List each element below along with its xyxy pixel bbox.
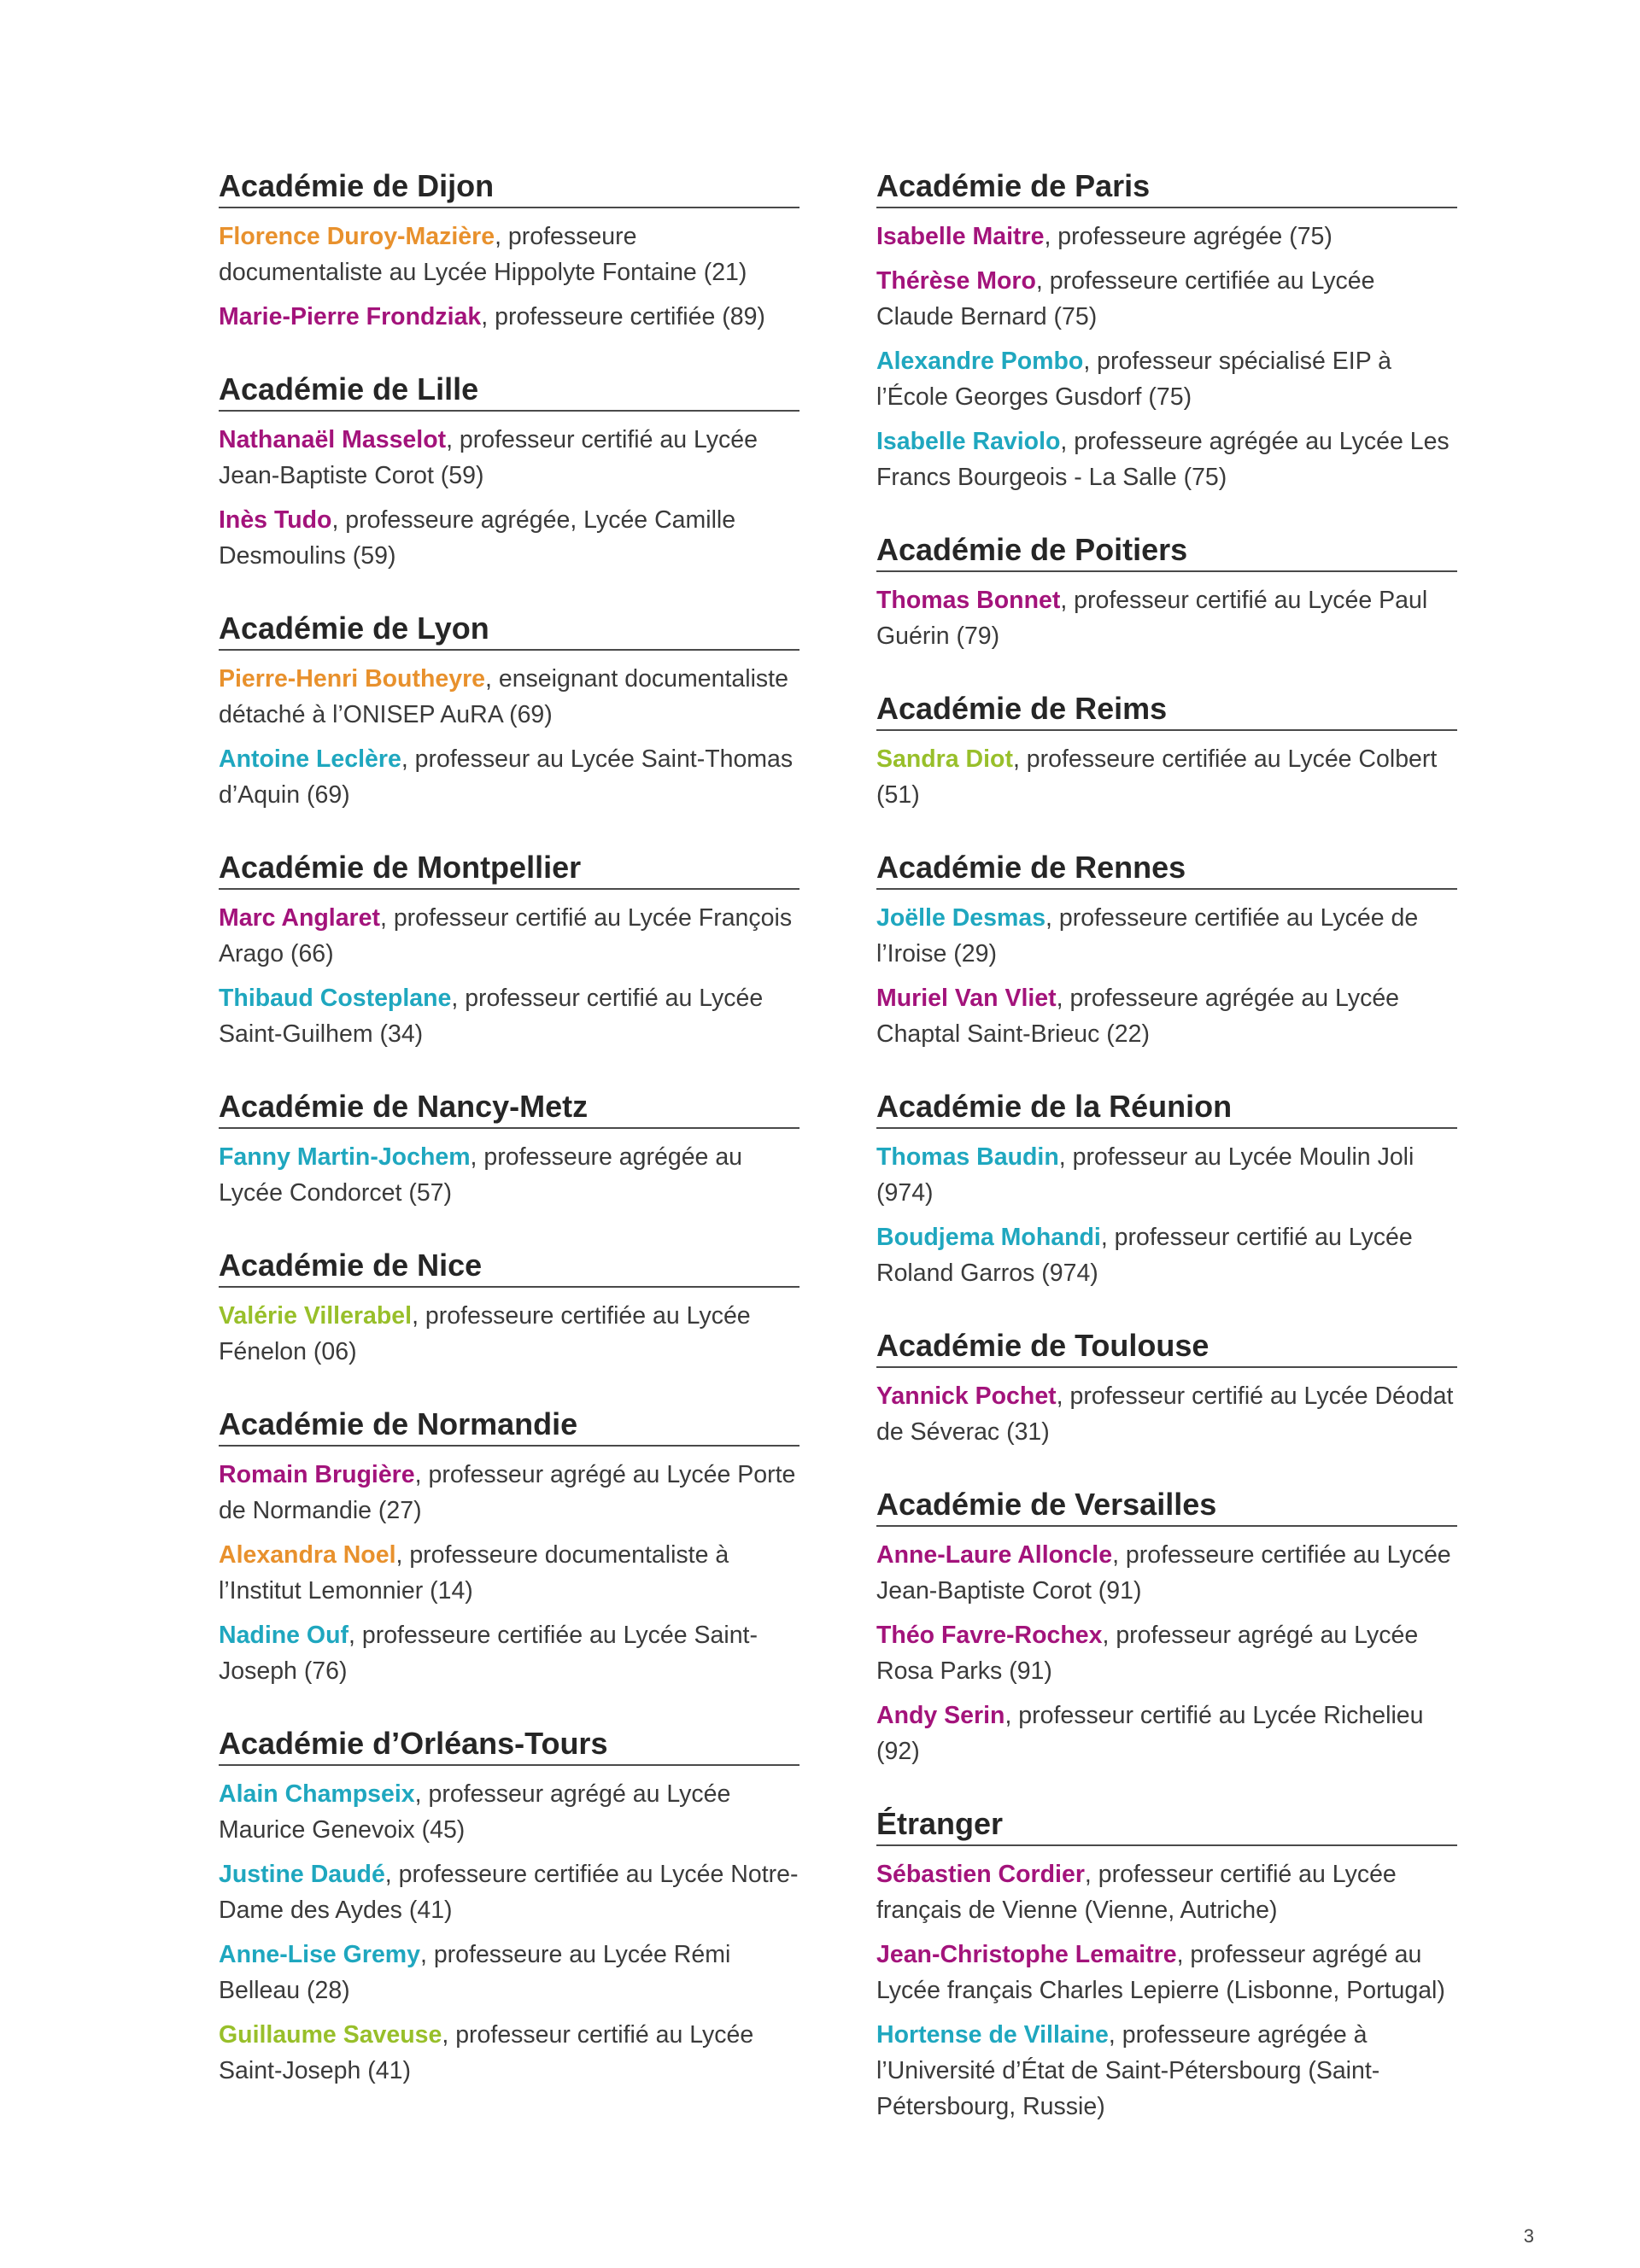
person-name: Marie-Pierre Frondziak: [219, 303, 482, 330]
person-name: Sébastien Cordier: [876, 1861, 1085, 1888]
person-description: , professeure certifiée au Lycée Notre-Dame des Aydes (41): [219, 1861, 799, 1924]
person-description: , professeur certifié au Lycée Déodat de Séverac (31): [876, 1382, 1454, 1446]
entry-theo-favre-rochex: [876, 1617, 1457, 1689]
entry-andy-serin: [876, 1698, 1457, 1769]
section-title: Étranger: [876, 1805, 1457, 1846]
section-academie-de-lyon: [219, 610, 800, 813]
entry-thomas-baudin: [876, 1139, 1457, 1211]
person-description: , professeure agrégée à l’Université d’État de Saint-Pétersbourg (Saint-Pétersbourg, Russie): [876, 2021, 1380, 2120]
section-title: Académie de Rennes: [876, 849, 1457, 890]
person-description: , professeure certifiée au Lycée Claude Bernard (75): [876, 267, 1375, 330]
person-name: Nadine Ouf: [219, 1622, 349, 1649]
person-description: , professeure agrégée au Lycée Condorcet (57): [219, 1143, 743, 1207]
section-academie-de-nancy-metz: [219, 1088, 800, 1211]
person-name: Alexandra Noel: [219, 1541, 396, 1569]
section-title: Académie de Versailles: [876, 1486, 1457, 1527]
entry-alain-champseix: [219, 1776, 800, 1848]
person-description: , professeure documentaliste à l’Institut Lemonnier (14): [219, 1541, 729, 1605]
section-academie-d-orleans-tours: [219, 1725, 800, 2089]
person-description: , professeure agrégée au Lycée Chaptal Saint-Brieuc (22): [876, 985, 1400, 1048]
entry-justine-daude: [219, 1856, 800, 1928]
entry-joelle-desmas: [876, 900, 1457, 972]
person-description: , professeur agrégé au Lycée français Charles Lepierre (Lisbonne, Portugal): [876, 1941, 1445, 2004]
person-name: Théo Favre-Rochex: [876, 1622, 1103, 1649]
person-name: Nathanaël Masselot: [219, 426, 447, 453]
entry-marc-anglaret: [219, 900, 800, 972]
entry-valerie-villerabel: [219, 1298, 800, 1370]
person-description: , professeure agrégée (75): [1044, 223, 1332, 250]
person-name: Pierre-Henri Boutheyre: [219, 665, 486, 693]
person-description: , professeure certifiée au Lycée de l’Iroise (29): [876, 904, 1419, 967]
person-description: , professeur certifié au Lycée Richelieu (92): [876, 1702, 1424, 1765]
person-name: Andy Serin: [876, 1702, 1005, 1729]
person-description: , professeur spécialisé EIP à l’École Georges Gusdorf (75): [876, 348, 1391, 411]
entry-antoine-leclere: [219, 741, 800, 813]
entry-isabelle-maitre: [876, 219, 1457, 254]
person-description: , professeure certifiée au Lycée Jean-Baptiste Corot (91): [876, 1541, 1451, 1605]
entry-alexandre-pombo: [876, 343, 1457, 415]
person-name: Fanny Martin-Jochem: [219, 1143, 471, 1171]
section-academie-de-toulouse: [876, 1327, 1457, 1450]
section-academie-de-la-reunion: [876, 1088, 1457, 1291]
entry-nathanael-masselot: [219, 422, 800, 494]
person-description: , professeur certifié au Lycée Saint-Joseph (41): [219, 2021, 754, 2084]
section-academie-de-versailles: [876, 1486, 1457, 1769]
person-description: , professeur certifié au Lycée français de Vienne (Vienne, Autriche): [876, 1861, 1397, 1924]
person-name: Anne-Lise Gremy: [219, 1941, 420, 1968]
person-name: Joëlle Desmas: [876, 904, 1046, 932]
section-title: Académie de Lille: [219, 371, 800, 412]
entry-fanny-martin-jochem: [219, 1139, 800, 1211]
section-academie-de-dijon: [219, 167, 800, 335]
person-description: , professeur certifié au Lycée Jean-Baptiste Corot (59): [219, 426, 758, 489]
entry-nadine-ouf: [219, 1617, 800, 1689]
person-name: Yannick Pochet: [876, 1382, 1057, 1410]
person-name: Sandra Diot: [876, 745, 1013, 773]
entry-therese-moro: [876, 263, 1457, 335]
section-title: Académie de Dijon: [219, 167, 800, 208]
section-etranger: [876, 1805, 1457, 2125]
entry-boudjema-mohandi: [876, 1219, 1457, 1291]
person-description: , enseignant documentaliste détaché à l’ONISEP AuRA (69): [219, 665, 788, 728]
section-title: Académie de Toulouse: [876, 1327, 1457, 1368]
person-name: Marc Anglaret: [219, 904, 380, 932]
section-title: Académie de Montpellier: [219, 849, 800, 890]
section-title: Académie d’Orléans-Tours: [219, 1725, 800, 1766]
entry-alexandra-noel: [219, 1537, 800, 1609]
entry-anne-lise-gremy: [219, 1937, 800, 2008]
person-name: Guillaume Saveuse: [219, 2021, 442, 2049]
person-name: Florence Duroy-Mazière: [219, 223, 495, 250]
person-name: Hortense de Villaine: [876, 2021, 1109, 2049]
section-title: Académie de Poitiers: [876, 531, 1457, 572]
person-description: , professeure certifiée (89): [481, 303, 765, 330]
person-description: , professeur agrégé au Lycée Porte de Normandie (27): [219, 1461, 796, 1524]
entry-sandra-diot: [876, 741, 1457, 813]
person-description: , professeur certifié au Lycée Saint-Guilhem (34): [219, 985, 764, 1048]
person-description: , professeur certifié au Lycée François Arago (66): [219, 904, 793, 967]
person-description: , professeur au Lycée Saint-Thomas d’Aquin (69): [219, 745, 794, 809]
entry-isabelle-raviolo: [876, 424, 1457, 495]
person-name: Alain Champseix: [219, 1780, 415, 1808]
person-description: , professeur certifié au Lycée Roland Garros (974): [876, 1224, 1413, 1287]
person-description: , professeur certifié au Lycée Paul Guérin (79): [876, 587, 1428, 650]
person-name: Antoine Leclère: [219, 745, 401, 773]
right-column: [876, 167, 1457, 2160]
person-name: Isabelle Maitre: [876, 223, 1045, 250]
page-number: 3: [1523, 2225, 1534, 2247]
person-name: Romain Brugière: [219, 1461, 415, 1488]
person-description: , professeure certifiée au Lycée Colbert (51): [876, 745, 1438, 809]
person-description: , professeur agrégé au Lycée Rosa Parks (91): [876, 1622, 1419, 1685]
section-academie-de-rennes: [876, 849, 1457, 1052]
person-name: Thérèse Moro: [876, 267, 1036, 295]
entry-guillaume-saveuse: [219, 2017, 800, 2089]
section-academie-de-nice: [219, 1247, 800, 1370]
person-name: Inès Tudo: [219, 506, 332, 534]
person-description: , professeure au Lycée Rémi Belleau (28): [219, 1941, 731, 2004]
person-name: Anne-Laure Alloncle: [876, 1541, 1113, 1569]
section-academie-de-montpellier: [219, 849, 800, 1052]
entry-thibaud-costeplane: [219, 980, 800, 1052]
section-title: Académie de la Réunion: [876, 1088, 1457, 1129]
entry-marie-pierre-frondziak: [219, 299, 800, 335]
person-name: Thibaud Costeplane: [219, 985, 452, 1012]
person-name: Justine Daudé: [219, 1861, 385, 1888]
section-academie-de-paris: [876, 167, 1457, 495]
person-name: Jean-Christophe Lemaitre: [876, 1941, 1177, 1968]
person-name: Thomas Baudin: [876, 1143, 1059, 1171]
section-academie-de-lille: [219, 371, 800, 574]
section-title: Académie de Normandie: [219, 1406, 800, 1447]
person-name: Thomas Bonnet: [876, 587, 1061, 614]
entry-thomas-bonnet: [876, 582, 1457, 654]
entry-ines-tudo: [219, 502, 800, 574]
person-description: , professeure documentaliste au Lycée Hippolyte Fontaine (21): [219, 223, 747, 286]
entry-sebastien-cordier: [876, 1856, 1457, 1928]
person-description: , professeure certifiée au Lycée Saint-Joseph (76): [219, 1622, 758, 1685]
section-academie-de-reims: [876, 690, 1457, 813]
section-title: Académie de Reims: [876, 690, 1457, 731]
person-name: Muriel Van Vliet: [876, 985, 1057, 1012]
left-column: [219, 167, 800, 2125]
person-description: , professeure agrégée, Lycée Camille Desmoulins (59): [219, 506, 736, 570]
person-name: Isabelle Raviolo: [876, 428, 1061, 455]
entry-romain-brugiere: [219, 1457, 800, 1529]
section-title: Académie de Nice: [219, 1247, 800, 1288]
person-name: Boudjema Mohandi: [876, 1224, 1101, 1251]
section-title: Académie de Paris: [876, 167, 1457, 208]
person-name: Alexandre Pombo: [876, 348, 1084, 375]
entry-jean-christophe-lemaitre: [876, 1937, 1457, 2008]
section-title: Académie de Lyon: [219, 610, 800, 651]
section-title: Académie de Nancy-Metz: [219, 1088, 800, 1129]
entry-hortense-de-villaine: [876, 2017, 1457, 2125]
section-academie-de-normandie: [219, 1406, 800, 1689]
entry-yannick-pochet: [876, 1378, 1457, 1450]
entry-muriel-van-vliet: [876, 980, 1457, 1052]
entry-pierre-henri-boutheyre: [219, 661, 800, 733]
section-academie-de-poitiers: [876, 531, 1457, 654]
entry-anne-laure-alloncle: [876, 1537, 1457, 1609]
person-description: , professeur agrégé au Lycée Maurice Genevoix (45): [219, 1780, 731, 1844]
person-description: , professeur au Lycée Moulin Joli (974): [876, 1143, 1414, 1207]
person-description: , professeure agrégée au Lycée Les Francs Bourgeois - La Salle (75): [876, 428, 1450, 491]
person-description: , professeure certifiée au Lycée Fénelon (06): [219, 1302, 751, 1365]
entry-florence-duroy-maziere: [219, 219, 800, 290]
person-name: Valérie Villerabel: [219, 1302, 413, 1330]
